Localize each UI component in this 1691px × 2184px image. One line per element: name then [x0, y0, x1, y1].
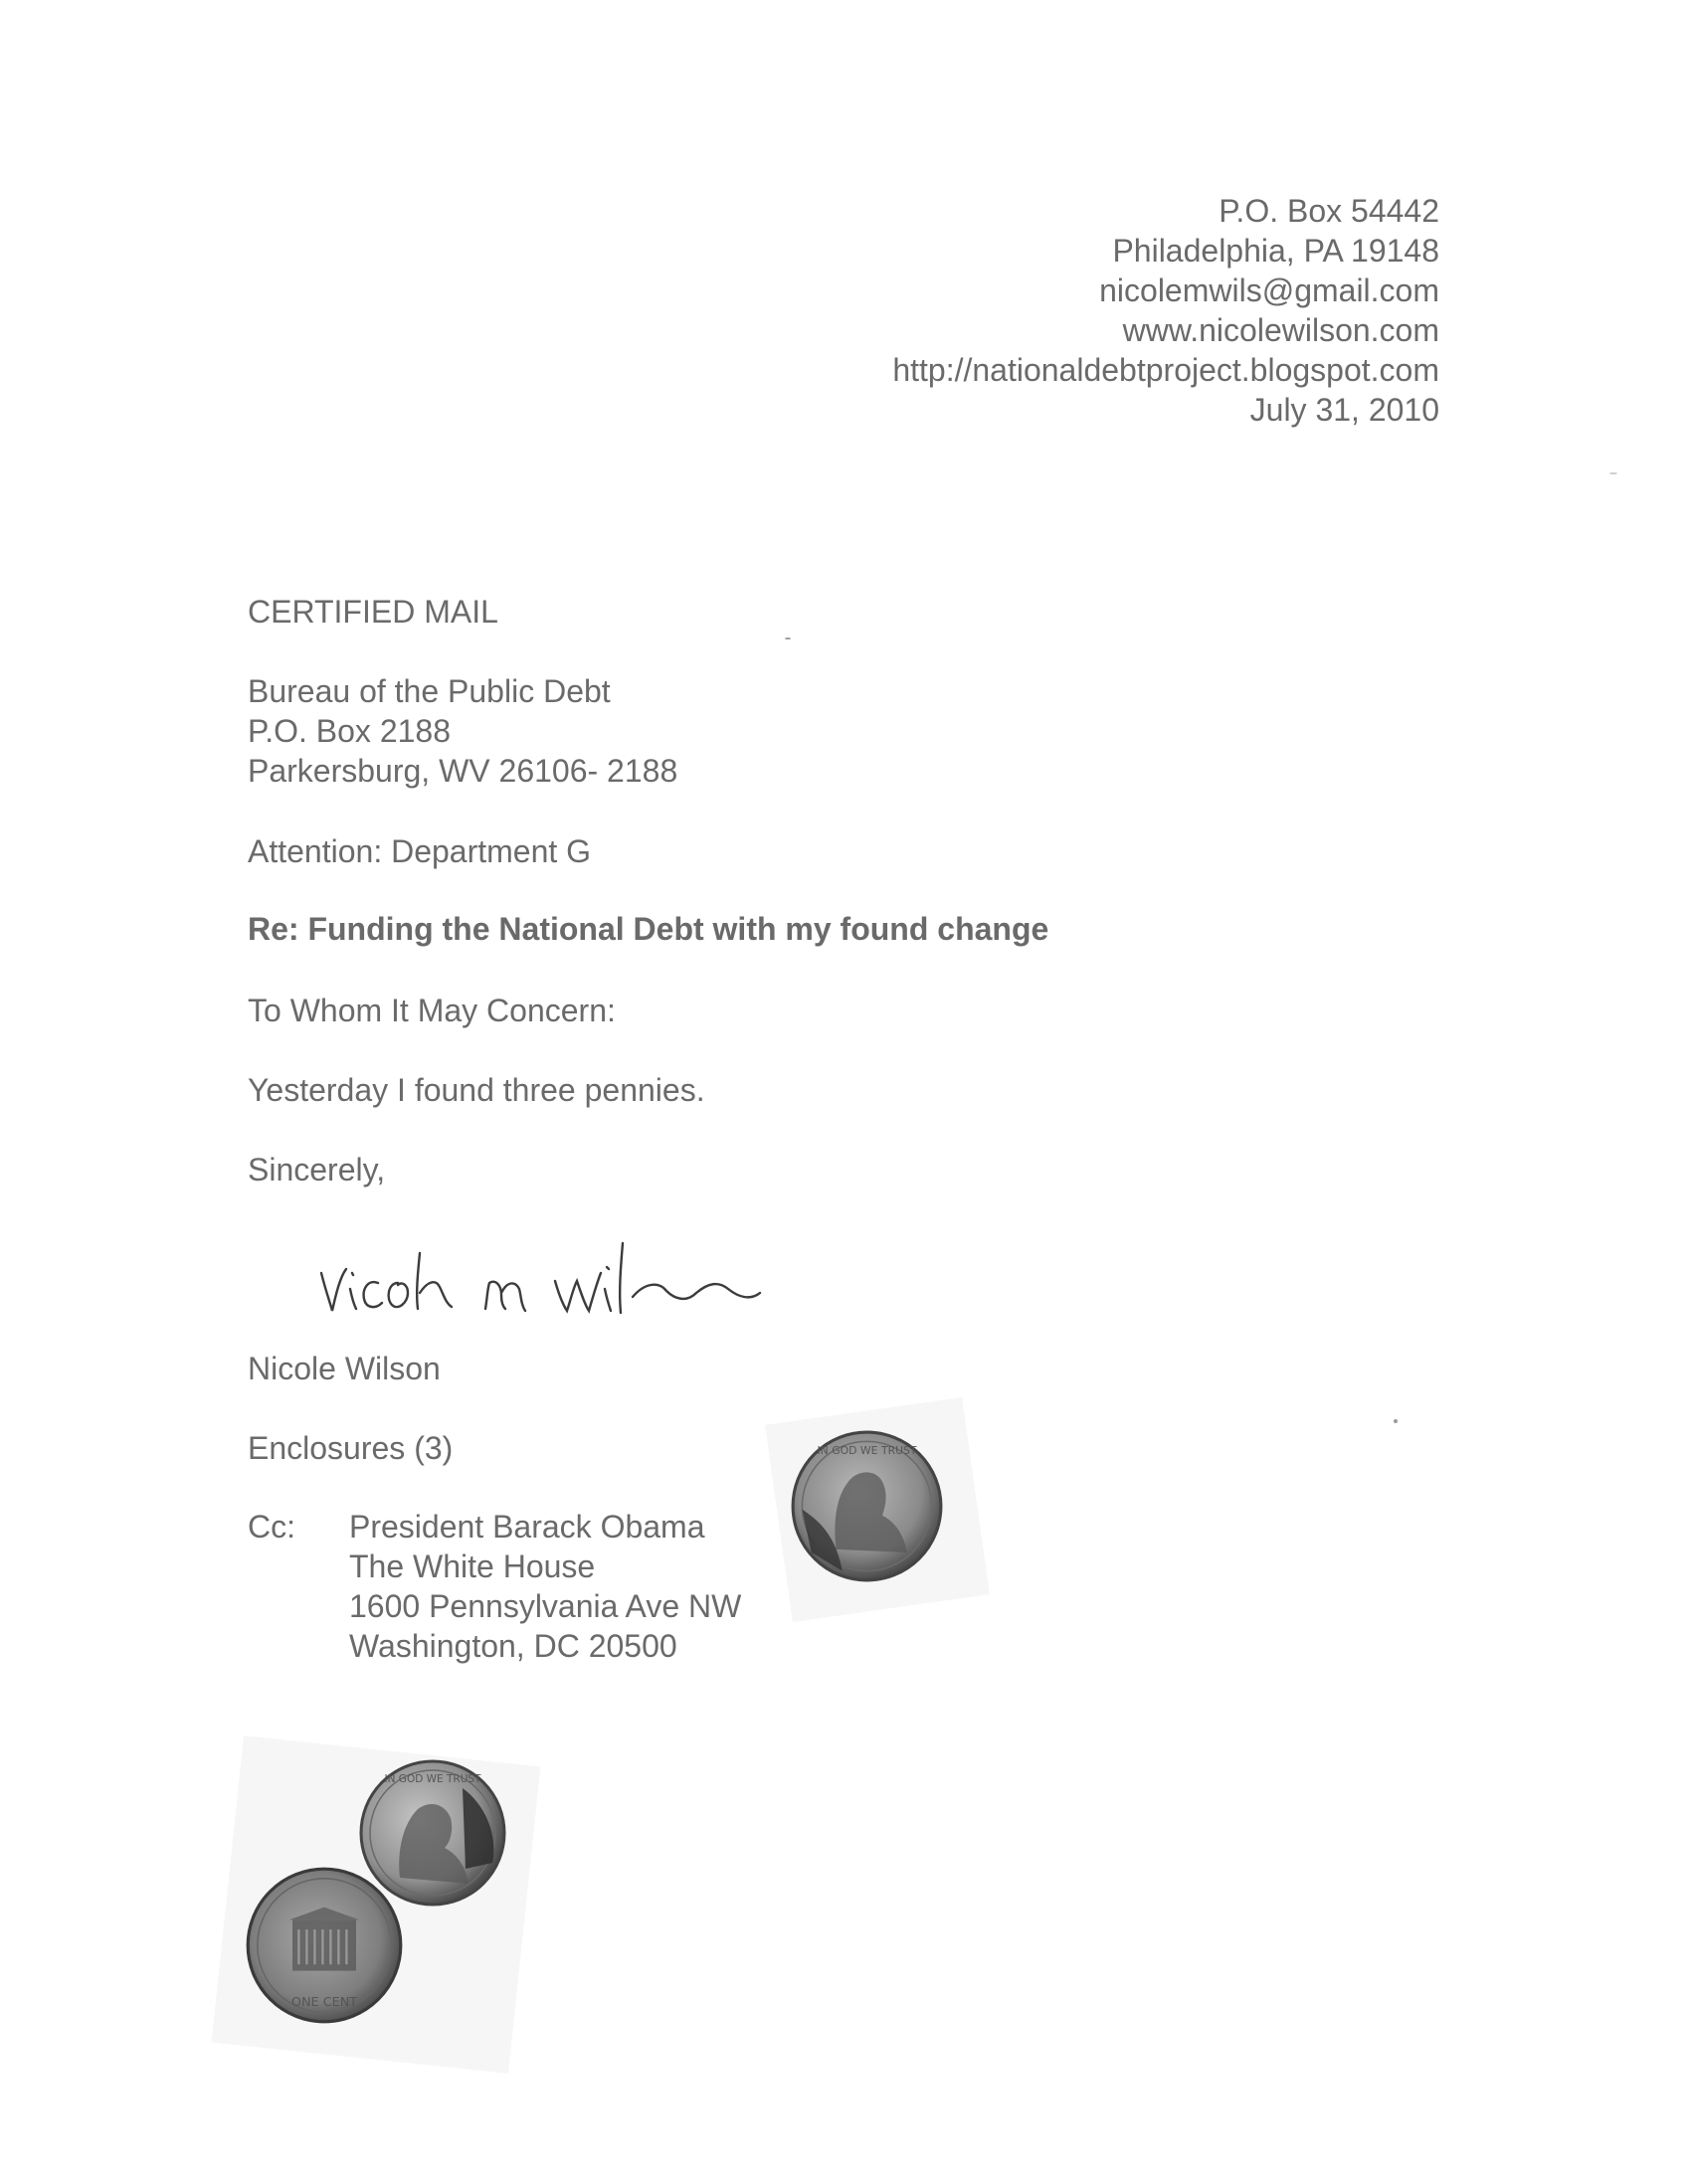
recipient-city: Parkersburg, WV 26106- 2188: [248, 753, 678, 789]
cc-addressee: [349, 1507, 741, 1666]
paper-speck: [1609, 472, 1617, 474]
cc-recipient-city: Washington, DC 20500: [349, 1628, 677, 1664]
recipient-name: Bureau of the Public Debt: [248, 673, 611, 709]
penny-reverse-coin: [245, 1866, 404, 2025]
sender-city: Philadelphia, PA 19148: [1112, 233, 1439, 269]
sender-po-box: P.O. Box 54442: [1219, 193, 1439, 229]
sender-blog: http://nationaldebtproject.blogspot.com: [892, 352, 1439, 388]
svg-text:IN GOD WE TRUST: IN GOD WE TRUST: [817, 1443, 917, 1457]
sender-name: Nicole Wilson: [248, 1351, 441, 1386]
svg-text:IN GOD WE TRUST: IN GOD WE TRUST: [384, 1773, 481, 1785]
cc-recipient-street: 1600 Pennsylvania Ave NW: [349, 1588, 742, 1624]
recipient-po-box: P.O. Box 2188: [248, 713, 451, 749]
svg-text:ONE CENT: ONE CENT: [290, 1994, 358, 2010]
subject-line: Re: Funding the National Debt with my found change: [248, 911, 1049, 947]
cc-recipient-org: The White House: [349, 1548, 596, 1584]
paper-speck: [1394, 1419, 1398, 1423]
sender-website: www.nicolewilson.com: [1122, 312, 1439, 348]
enclosures-line: Enclosures (3): [248, 1430, 454, 1466]
cc-recipient-name: President Barack Obama: [349, 1509, 705, 1545]
cc-label: Cc:: [248, 1509, 295, 1545]
closing: Sincerely,: [248, 1152, 386, 1187]
letter-date: July 31, 2010: [1249, 392, 1439, 428]
recipient-address-block: [248, 671, 677, 791]
certified-mail-label: CERTIFIED MAIL: [248, 594, 498, 630]
attention-line: Attention: Department G: [248, 833, 592, 869]
letter-body: Yesterday I found three pennies.: [248, 1072, 705, 1108]
sender-email: nicolemwils@gmail.com: [1099, 273, 1439, 308]
paper-speck: [785, 637, 791, 639]
sender-address-block: [892, 191, 1439, 430]
handwritten-signature: [316, 1233, 774, 1323]
penny-obverse-coin: [790, 1429, 944, 1583]
salutation: To Whom It May Concern:: [248, 993, 616, 1028]
